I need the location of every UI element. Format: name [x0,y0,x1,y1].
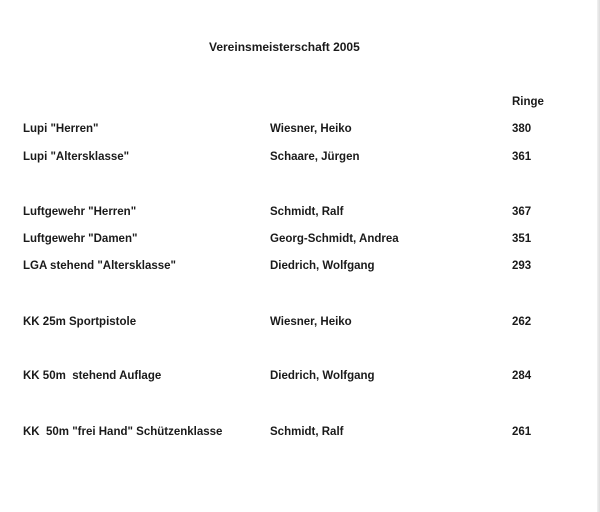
result-row [0,123,600,139]
result-row [0,260,600,276]
score-value: 262 [512,316,532,328]
category-label: Luftgewehr "Damen" [23,233,138,245]
score-column-header: Ringe [512,96,544,108]
score-value: 261 [512,426,532,438]
category-label: LGA stehend "Altersklasse" [23,260,177,272]
shooter-name: Schmidt, Ralf [270,206,344,218]
result-row [0,151,600,167]
score-value: 284 [512,370,532,382]
score-value: 361 [512,151,532,163]
category-label: KK 50m "frei Hand" Schützenklasse [23,426,223,438]
category-label: Luftgewehr "Herren" [23,206,137,218]
shooter-name: Schaare, Jürgen [270,151,360,163]
shooter-name: Diedrich, Wolfgang [270,260,375,272]
category-label: Lupi "Herren" [23,123,99,135]
result-row [0,206,600,222]
score-value: 293 [512,260,532,272]
category-label: Lupi "Altersklasse" [23,151,130,163]
result-row [0,426,600,442]
result-row [0,370,600,386]
shooter-name: Diedrich, Wolfgang [270,370,375,382]
category-label: KK 25m Sportpistole [23,316,137,328]
shooter-name: Wiesner, Heiko [270,123,352,135]
shooter-name: Georg-Schmidt, Andrea [270,233,399,245]
score-value: 367 [512,206,532,218]
result-row [0,233,600,249]
document-title: Vereinsmeisterschaft 2005 [209,40,360,54]
score-value: 351 [512,233,532,245]
category-label: KK 50m stehend Auflage [23,370,162,382]
shooter-name: Wiesner, Heiko [270,316,352,328]
score-value: 380 [512,123,532,135]
result-row [0,316,600,332]
shooter-name: Schmidt, Ralf [270,426,344,438]
